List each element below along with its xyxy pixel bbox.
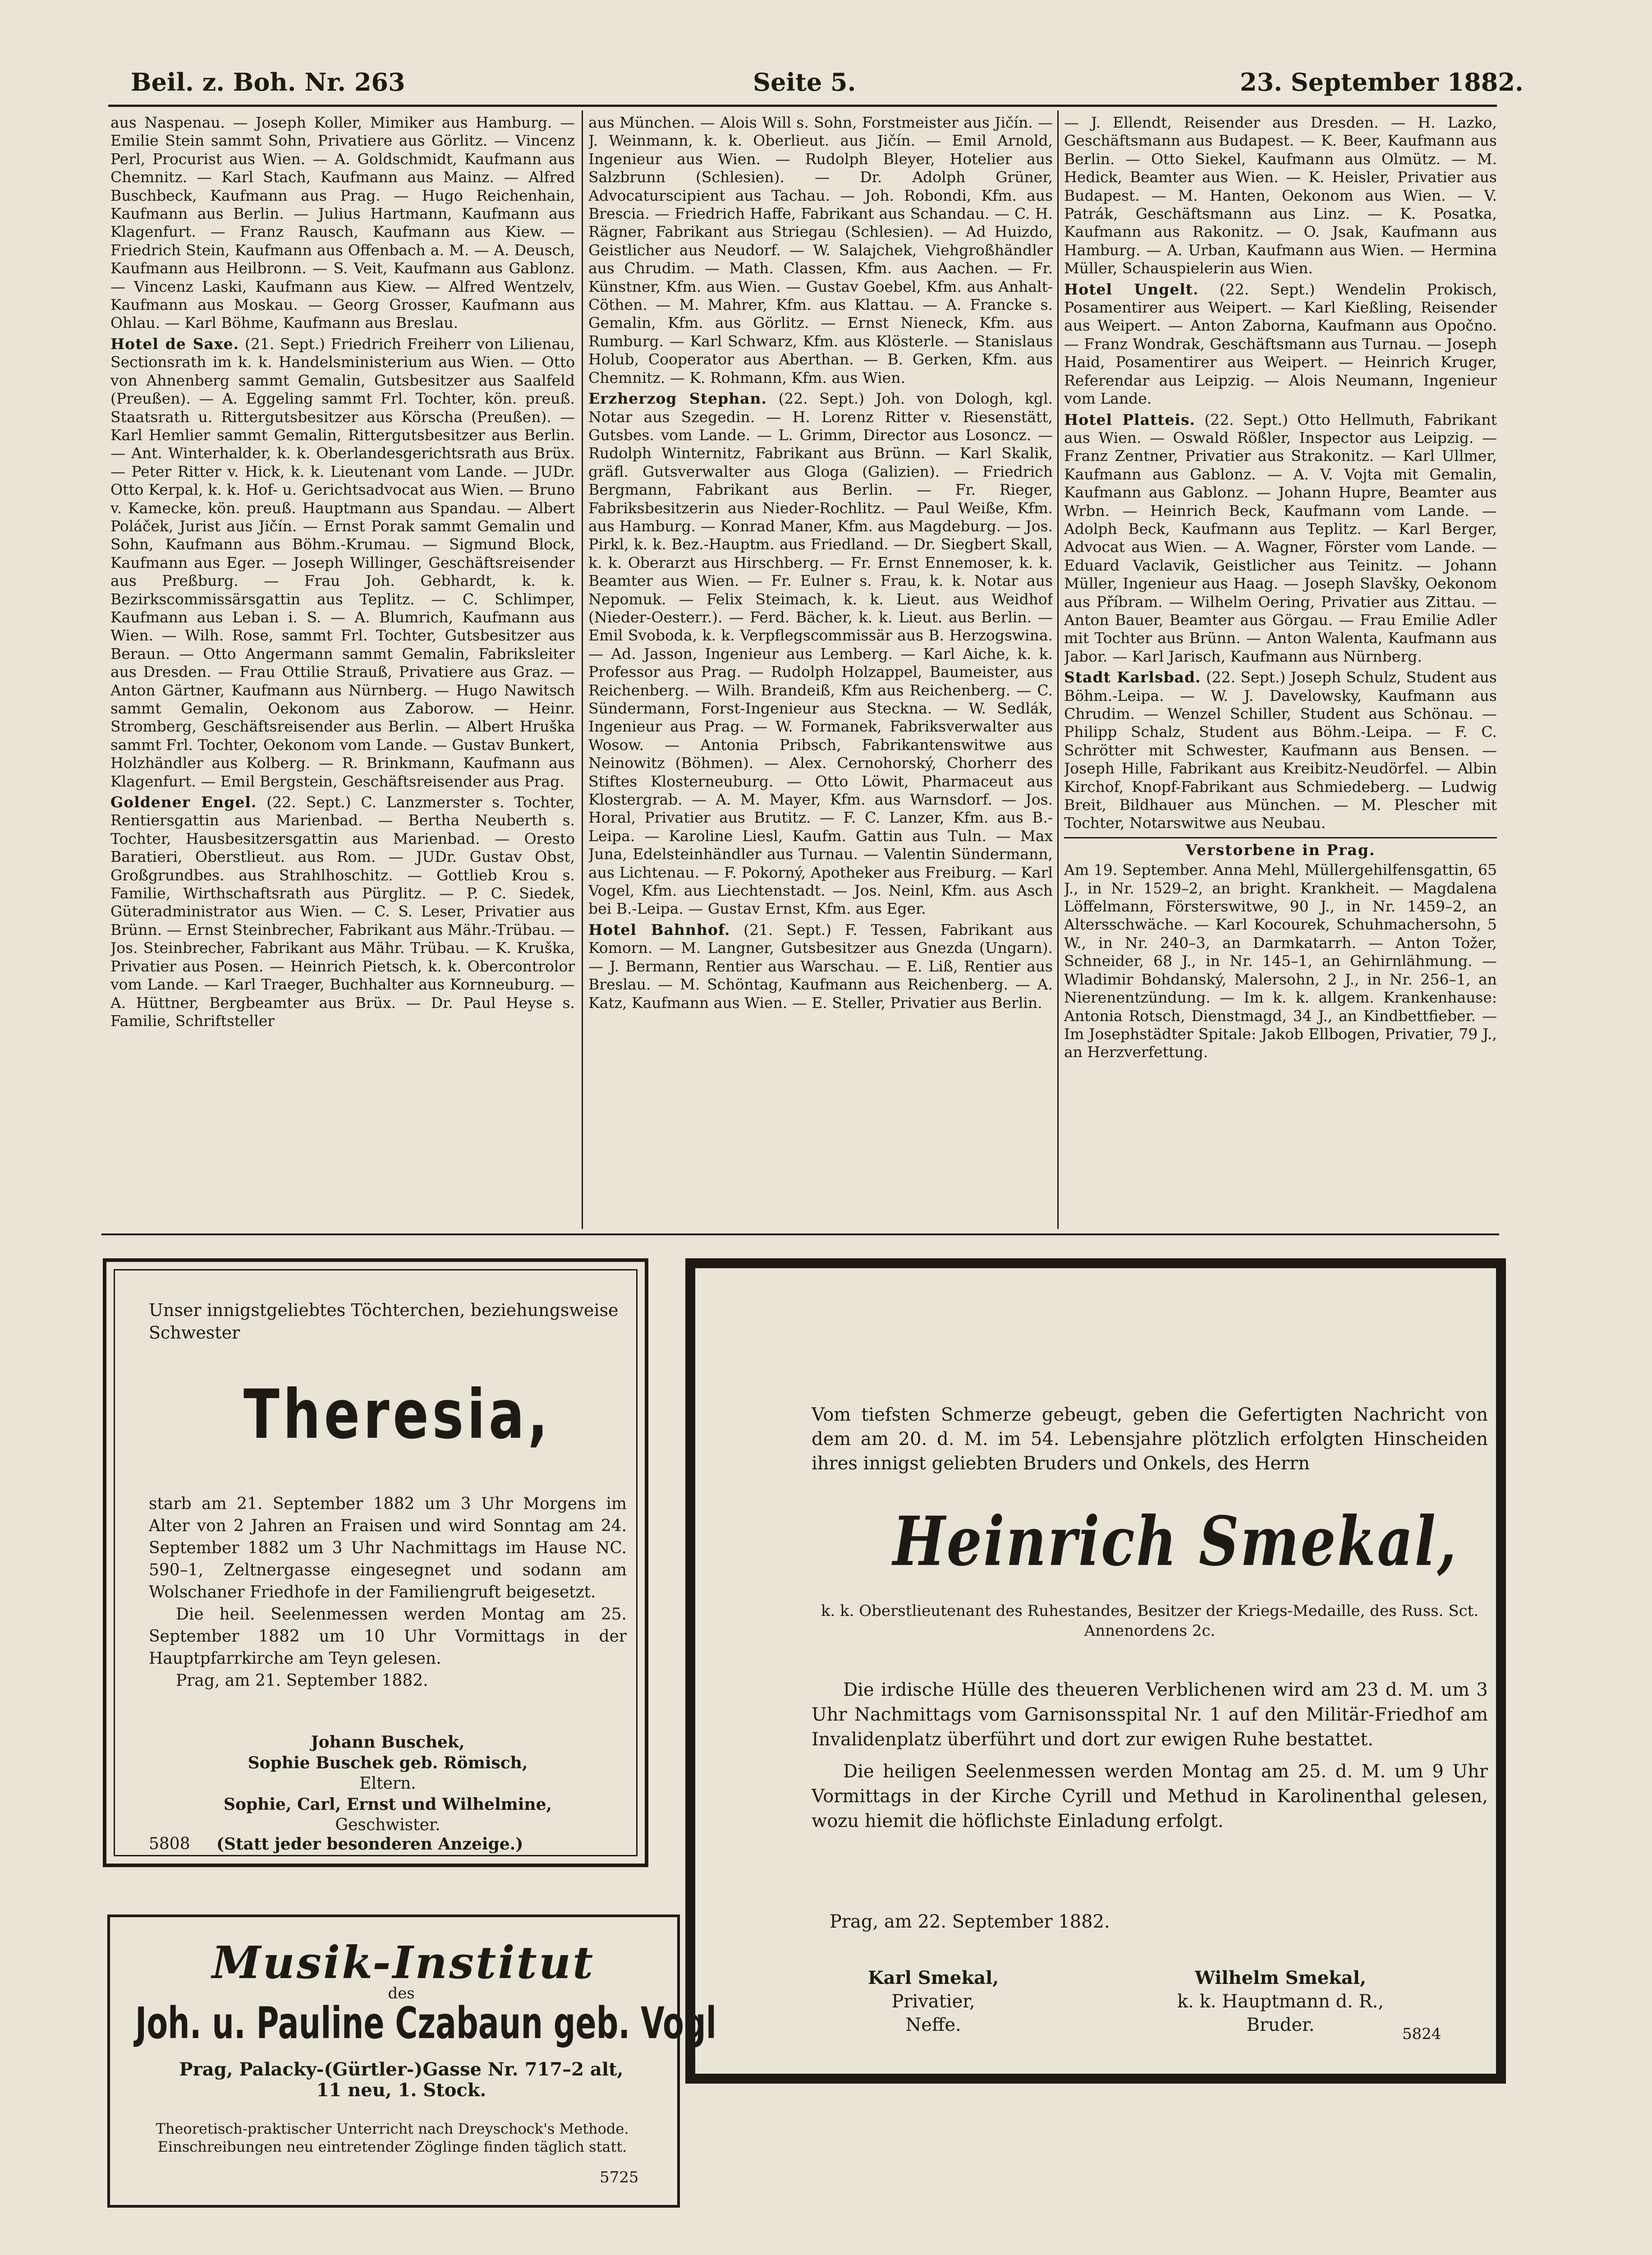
- ad-text: Theoretisch-praktischer Unterricht nach Dreyschock's Methode. Einschreibungen neu eintretender Zöglinge finden täglich statt.: [156, 2120, 629, 2155]
- hotel-name: Hotel de Saxe.: [110, 335, 239, 353]
- section-rule: [101, 1233, 1499, 1235]
- obituary-intro: Vom tiefsten Schmerze gebeugt, geben die Gefertigten Nachricht von dem am 20. d. M. im 54. Lebensjahre plötzlich erfolgten Hinscheiden ihres innigst geliebten Bruders und Onkels, des Herrn: [812, 1404, 1488, 1474]
- guest-list-text: (22. Sept.) Joh. von Dologh, kgl. Notar aus Szegedin. — H. Lorenz Ritter v. Riesenstätt, Gutsbes. vom Lande. — L. Grimm, Director aus Losoncz. — Rudolph Winternitz, Fabrikant aus Brünn. — Karl Skalik, gräfl. Gutsverwalter aus Gloga (Galizien). — Friedrich Bergmann, Fabrikant aus Berlin. — Fr. Rieger, Fabriksbesitzerin aus Nieder-Rochlitz. — Paul Weiße, Kfm. aus Hamburg. — Konrad Maner, Kfm. aus Magdeburg. — Jos. Pirkl, k. k. Bez.-Hauptm. aus Friedland. — Dr. Siegbert Skall, k. k. Oberarzt aus Hirschberg. — Fr. Ernst Ennemoser, k. k. Beamter aus Wien. — Fr. Eulner s. Frau, k. k. Notar aus Nepomuk. — Felix Steimach, k. k. Lieut. aus Weidhof (Nieder-Oesterr.). — Ferd. Bächer, k. k. Lieut. aus Berlin. — Emil Svoboda, k. k. Verpflegscommissär aus B. Herzogswina. — Ad. Jasson, Ingenieur aus Lemberg. — Karl Aiche, k. k. Professor aus Prag. — Rudolph Holzappel, Baumeister, aus Reichenberg. — Wilh. Brandeiß, Kfm aus Reichenberg. — C. Sündermann, Forst-Ingenieur aus Steckna. — W. Sedlák, Ingenieur aus Prag. — W. Formanek, Fabriksverwalter aus Wosow. — Antonia Pribsch, Fabrikantenswitwe aus Neinowitz (Böhmen). — Alex. Cernohorský, Chorherr des Stiftes Klosterneuburg. — Otto Löwit, Pharmaceut aus Klostergrab. — A. M. Mayer, Kfm. aus Warnsdorf. — Jos. Horal, Privatier aus Brutitz. — F. C. Lanzer, Kfm. aus B.-Leipa. — Karoline Liesl, Kaufm. Gattin aus Tuln. — Max Juna, Edelsteinhändler aus Turnau. — Valentin Sündermann, aus Lichtenau. — F. Pokorný, Apotheker aus Freiburg. — Karl Vogel, Kfm. aus Liechtenstadt. — Jos. Neinl, Kfm. aus Asch bei B.-Leipa. — Gustav Ernst, Kfm. aus Eger.: [588, 390, 1053, 918]
- obituary-place-date: Prag, am 22. September 1882.: [830, 1911, 1110, 1932]
- address-line: Prag, Palacky-(Gürtler-)Gasse Nr. 717–2 alt,: [179, 2059, 624, 2080]
- obituary-body: [149, 1493, 627, 1692]
- hotel-entry: [1064, 281, 1497, 408]
- deaths-heading: Verstorbene in Prag.: [1185, 841, 1376, 859]
- ad-number: 5824: [1402, 2025, 1441, 2043]
- signature-relation: Bruder.: [1246, 2015, 1315, 2035]
- obituary-paragraph: Die heil. Seelenmessen werden Montag am 25. September 1882 um 10 Uhr Vormittags in der Hauptpfarrkirche am Teyn gelesen.: [149, 1605, 627, 1668]
- obituary-paragraph: Die heiligen Seelenmessen werden Montag am 25. d. M. um 9 Uhr Vormittags in der Kirche Cyrill und Methud in Karolinenthal gelesen, wozu hiemit die höflichste Einladung erfolgt.: [812, 1761, 1488, 1832]
- signature-line: Sophie Buschek geb. Römisch,: [248, 1753, 528, 1772]
- column-3: [1064, 114, 1497, 1228]
- hotel-entry: [1064, 411, 1497, 666]
- hotel-entry: [1064, 668, 1497, 833]
- hotel-entry: [588, 390, 1053, 918]
- column-divider: [582, 110, 583, 1229]
- deaths-text: Am 19. September. Anna Mehl, Müllergehilfensgattin, 65 J., in Nr. 1529–2, an bright. Krankheit. — Magdalena Löffelmann, Försterswitwe, 90 J., in Nr. 1459–2, an Altersschwäche. — Karl Kocourek, Schuhmachersohn, 5 W., in Nr. 240–3, an Darmkatarrh. — Anton Tožer, Schneider, 68 J., in Nr. 145–1, an Gehirnlähmung. — Wladimir Bohdanský, Malersohn, 2 J., in Nr. 256–1, an Nierenentzündung. — Im k. k. allgem. Krankenhause: Antonia Rotsch, Dienstmagd, 34 J., an Kindbettfieber. — Im Josephstädter Spitale: Jakob Ellbogen, Privatier, 79 J., an Herzverfettung.: [1064, 861, 1497, 1061]
- obituary-paragraph: Die irdische Hülle des theueren Verblichenen wird am 23 d. M. um 3 Uhr Nachmittags vom Garnisonsspital Nr. 1 auf den Militär-Friedhof am Invalidenplatz überführt und dort zur ewigen Ruhe bestattet.: [812, 1680, 1488, 1750]
- hotel-name: Erzherzog Stephan.: [588, 390, 767, 408]
- obituary-note: (Statt jeder besonderen Anzeige.): [216, 1835, 523, 1854]
- issue-label: Beil. z. Boh. Nr. 263: [131, 68, 405, 97]
- institute-owner-name: Joh. u. Pauline Czabaun geb. Vogl: [135, 1998, 717, 2048]
- guest-list-text: — J. Ellendt, Reisender aus Dresden. — H. Lazko, Geschäftsmann aus Budapest. — K. Beer, Kaufmann aus Berlin. — Otto Siekel, Kaufmann aus Olmütz. — M. Hedick, Beamter aus Wien. — K. Heisler, Privatier aus Budapest. — M. Hanten, Oekonom aus Wien. — V. Patrák, Geschäftsmann aus Linz. — K. Posatka, Kaufmann aus Rakonitz. — O. Jsak, Kaufmann aus Hamburg. — A. Urban, Kaufmann aus Wien. — Hermina Müller, Schauspielerin aus Wien.: [1064, 114, 1497, 277]
- hotel-name: Hotel Bahnhof.: [588, 920, 730, 939]
- guest-list-text: aus Naspenau. — Joseph Koller, Mimiker aus Hamburg. — Emilie Stein sammt Sohn, Privatiere aus Görlitz. — Vincenz Perl, Procurist aus Wien. — A. Goldschmidt, Kaufmann aus Chemnitz. — Karl Stach, Kaufmann aus Mainz. — Alfred Buschbeck, Kaufmann aus Prag. — Hugo Reichenhain, Kaufmann aus Berlin. — Julius Hartmann, Kaufmann aus Klagenfurt. — Franz Rausch, Kaufmann aus Kiew. — Friedrich Stein, Kaufmann aus Offenbach a. M. — A. Deusch, Kaufmann aus Heilbronn. — S. Veit, Kaufmann aus Gablonz. — Vincenz Laski, Kaufmann aus Kiew. — Alfred Wentzelv, Kaufmann aus Moskau. — Georg Grosser, Kaufmann aus Ohlau. — Karl Böhme, Kaufmann aus Breslau.: [110, 114, 575, 332]
- divider: [1064, 837, 1497, 838]
- obituary-smekal-box: [685, 1258, 1506, 2084]
- header-rule: [108, 105, 1497, 107]
- ad-title: Musik-Institut: [212, 1937, 595, 1989]
- hotel-name: Stadt Karlsbad.: [1064, 668, 1201, 686]
- signature-line: Sophie, Carl, Ernst und Wilhelmine,: [223, 1795, 552, 1814]
- guest-list-text: (22. Sept.) Wendelin Prokisch, Posamentirer aus Weipert. — Karl Kießling, Reisender aus Weipert. — Anton Zaborna, Kaufmann aus Opočno. — Franz Wondrak, Geschäftsmann aus Turnau. — Joseph Haid, Posamentirer aus Weipert. — Heinrich Kruger, Referendar aus Leipzig. — Alois Neumann, Ingenieur vom Lande.: [1064, 280, 1497, 408]
- signature-name: Wilhelm Smekal,: [1195, 1967, 1366, 1988]
- signature-name: Karl Smekal,: [867, 1967, 999, 1988]
- obituary-signatures: [149, 1732, 627, 1836]
- hotel-entry: [110, 335, 575, 791]
- guest-list-text: (22. Sept.) C. Lanzmerster s. Tochter, Rentiersgattin aus Marienbad. — Bertha Neuberth s. Tochter, Hausbesitzersgattin aus Marienbad. — Oresto Baratieri, Oberstlieut. aus Rom. — JUDr. Gustav Obst, Großgrundbes. aus Strahlhoschitz. — Gottlieb Krou s. Familie, Wirthschaftsrath aus Pürglitz. — P. C. Siedek, Güteradministrator aus Wien. — C. S. Leser, Privatier aus Brünn. — Ernst Steinbrecher, Fabrikant aus Mähr.-Trübau. — Jos. Steinbrecher, Fabrikant aus Mähr. Trübau. — K. Kruška, Privatier aus Posen. — Heinrich Pietsch, k. k. Obercontrolor vom Lande. — Karl Traeger, Buchhalter aus Kornneuburg. — A. Hüttner, Bergbeamter aus Brüx. — Dr. Paul Heyse s. Familie, Schriftsteller: [110, 793, 575, 1030]
- guest-list-text: (22. Sept.) Joseph Schulz, Student aus Böhm.-Leipa. — W. J. Davelowsky, Kaufmann aus Chrudim. — Wenzel Schiller, Student aus Schönau. — Philipp Schalz, Student aus Böhm.-Leipa. — F. C. Schrötter mit Schwester, Kaufmann aus Bensen. — Joseph Hille, Fabrikant aus Kreibitz-Neudörfel. — Albin Kirchof, Knopf-Fabrikant aus Schmiedeberg. — Ludwig Breit, Bildhauer aus München. — M. Plescher mit Tochter, Notarswitwe aus Neubau.: [1064, 668, 1497, 832]
- guest-list-text: (21. Sept.) F. Tessen, Fabrikant aus Komorn. — M. Langner, Gutsbesitzer aus Gnezda (Ungarn). — J. Bermann, Rentier aus Warschau. — E. Liß, Rentier aus Breslau. — M. Schöntag, Kaufmann aus Reichenberg. — A. Katz, Kaufmann aus Wien. — E. Steller, Privatier aus Berlin.: [588, 920, 1053, 1012]
- guest-list-text: (21. Sept.) Friedrich Freiherr von Lilienau, Sectionsrath im k. k. Handelsministerium aus Wien. — Otto von Ahnenberg sammt Gemalin, Gutsbesitzer aus Saalfeld (Preußen). — A. Eggeling sammt Frl. Tochter, kön. preuß. Staatsrath u. Rittergutsbesitzer aus Körscha (Preußen). — Karl Hemlier sammt Gemalin, Rittergutsbesitzer aus Berlin. — Ant. Winterhalder, k. k. Oberlandesgerichtsrath aus Brüx. — Peter Ritter v. Hick, k. k. Lieutenant vom Lande. — JUDr. Otto Kerpal, k. k. Hof- u. Gerichtsadvocat aus Wien. — Bruno v. Kamecke, kön. preuß. Hauptmann aus Spandau. — Albert Poláček, Jurist aus Jičín. — Ernst Porak sammt Gemalin und Sohn, Kaufmann aus Böhm.-Krumau. — Sigmund Block, Kaufmann aus Eger. — Joseph Willinger, Geschäftsreisender aus Preßburg. — Frau Joh. Gebhardt, k. k. Bezirkscommissärsgattin aus Teplitz. — C. Schlimper, Kaufmann aus Leban i. S. — A. Blumrich, Kaufmann aus Wien. — Wilh. Rose, sammt Frl. Tochter, Gutsbesitzer aus Beraun. — Otto Angermann sammt Gemalin, Fabriksleiter aus Dresden. — Frau Ottilie Strauß, Privatiere aus Graz. — Anton Gärtner, Kaufmann aus Nürnberg. — Hugo Nawitsch sammt Gemalin, Oekonom aus Zaborow. — Heinr. Stromberg, Geschäftsreisender aus Berlin. — Albert Hruška sammt Frl. Tochter, Oekonom vom Lande. — Gustav Bunkert, Holzhändler aus Kolberg. — R. Brinkmann, Kaufmann aus Klagenfurt. — Emil Bergstein, Geschäftsreisender aus Prag.: [110, 335, 575, 790]
- deceased-rank: k. k. Oberstlieutenant des Ruhestandes, Besitzer der Kriegs-Medaille, des Russ. Sct. Annenordens 2c.: [821, 1602, 1479, 1640]
- hotel-entry: [588, 921, 1053, 1012]
- page-number: Seite 5.: [753, 68, 856, 97]
- signature-role: Privatier,: [891, 1991, 975, 2012]
- signature-wilhelm: [1163, 1966, 1398, 2037]
- guest-list-text: (22. Sept.) Otto Hellmuth, Fabrikant aus Wien. — Oswald Rößler, Inspector aus Leipzig. — Franz Zentner, Privatier aus Strakonitz. — Karl Ullmer, Kaufmann aus Gablonz. — A. V. Vojta mit Gemalin, Kaufmann aus Gablonz. — Johann Hupre, Beamter aus Wrbn. — Heinrich Beck, Kaufmann vom Lande. — Adolph Beck, Kaufmann aus Teplitz. — Karl Berger, Advocat aus Wien. — A. Wagner, Förster vom Lande. — Eduard Vaclavik, Geistlicher aus Teinitz. — Johann Müller, Ingenieur aus Haag. — Joseph Slavšky, Oekonom aus Příbram. — Wilhelm Oering, Privatier aus Zittau. — Anton Bauer, Beamter aus Görgau. — Frau Emilie Adler mit Tochter aus Brünn. — Anton Walenta, Kaufmann aus Jabor. — Karl Jarisch, Kaufmann aus Nürnberg.: [1064, 410, 1497, 665]
- obituary-place-date: Prag, am 21. September 1882.: [176, 1671, 428, 1690]
- column-2: [588, 114, 1053, 1228]
- signature-relation: Neffe.: [905, 2015, 961, 2035]
- signature-karl: [839, 1966, 1028, 2037]
- issue-date: 23. September 1882.: [1240, 68, 1524, 97]
- signature-line: Johann Buschek,: [311, 1733, 465, 1752]
- address-line: 11 neu, 1. Stock.: [316, 2080, 486, 2101]
- column-divider: [1057, 110, 1059, 1229]
- column-1: [110, 114, 575, 1228]
- signature-role: k. k. Hauptmann d. R.,: [1177, 1991, 1384, 2012]
- hotel-name: Goldener Engel.: [110, 793, 257, 811]
- ad-des: des: [388, 1984, 415, 2002]
- guest-list-text: aus München. — Alois Will s. Sohn, Forstmeister aus Jičín. — J. Weinmann, k. k. Oberlieut. aus Jičín. — Emil Arnold, Ingenieur aus Wien. — Rudolph Bleyer, Hotelier aus Salzbrunn (Schlesien). — Dr. Adolph Grüner, Advocaturscipient aus Tachau. — Joh. Robondi, Kfm. aus Brescia. — Friedrich Haffe, Fabrikant aus Schandau. — C. H. Rägner, Fabrikant aus Striegau (Schlesien). — Ad Huizdo, Geistlicher aus Neudorf. — W. Salajchek, Viehgroßhändler aus Chrudim. — Math. Classen, Kfm. aus Aachen. — Fr. Künstner, Kfm. aus Wien. — Gustav Goebel, Kfm. aus Anhalt-Cöthen. — M. Mahrer, Kfm. aus Klattau. — A. Francke s. Gemalin, Kfm. aus Görlitz. — Ernst Nieneck, Kfm. aus Rumburg. — Karl Schwarz, Kfm. aus Klösterle. — Stanislaus Holub, Cooperator aus Aberthan. — B. Gerken, Kfm. aus Chemnitz. — K. Rohmann, Kfm. aus Wien.: [588, 114, 1053, 387]
- hotel-entry: [110, 793, 575, 1030]
- obituary-intro: Unser innigstgeliebtes Töchterchen, beziehungsweise Schwester: [149, 1300, 619, 1343]
- institute-address: [135, 2059, 667, 2101]
- hotel-name: Hotel Ungelt.: [1064, 280, 1199, 298]
- hotel-name: Hotel Platteis.: [1064, 410, 1196, 428]
- ad-number: 5808: [149, 1835, 190, 1853]
- signature-relation: Eltern.: [359, 1774, 416, 1793]
- obituary-paragraph: starb am 21. September 1882 um 3 Uhr Morgens im Alter von 2 Jahren an Fraisen und wird Sonntag am 24. September 1882 um 3 Uhr Nachmittags im Hause NC. 590–1, Zeltnergasse eingesegnet und sodann am Wolschaner Friedhofe in der Familiengruft beigesetzt.: [149, 1495, 627, 1602]
- deceased-name: Theresia,: [243, 1376, 551, 1454]
- obituary-body: [812, 1678, 1488, 1841]
- deceased-name: Heinrich Smekal,: [893, 1502, 1458, 1581]
- signature-relation: Geschwister.: [335, 1816, 441, 1834]
- ad-number: 5725: [600, 2168, 639, 2186]
